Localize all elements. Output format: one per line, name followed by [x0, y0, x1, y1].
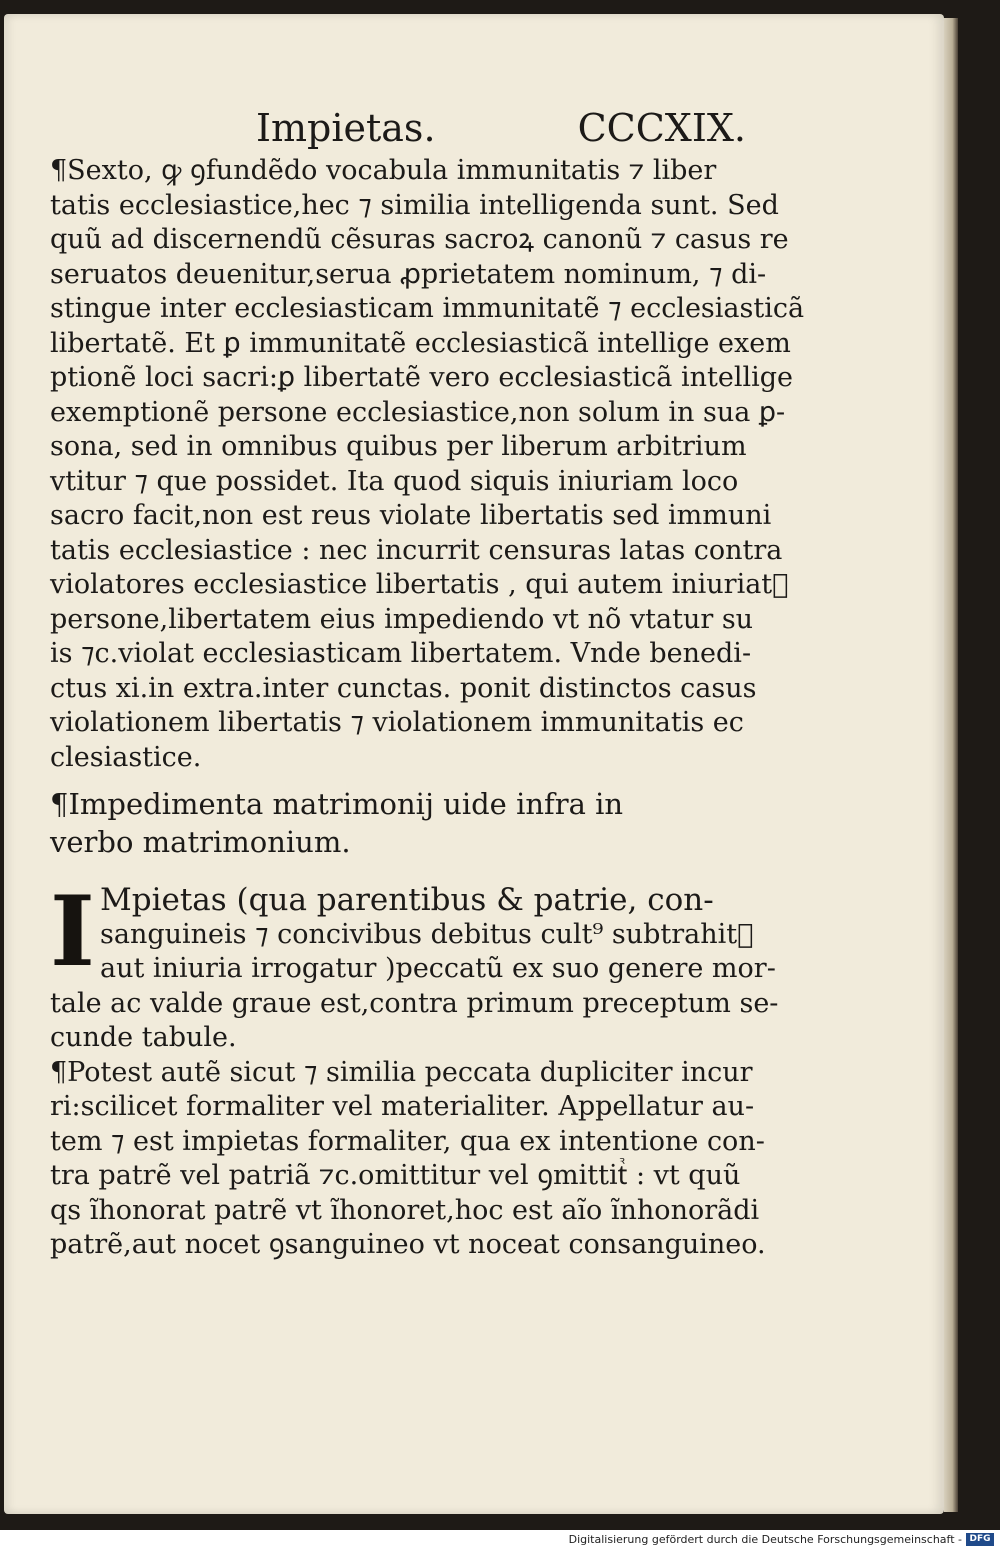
text-line: persone,libertatem eius impediendo vt nõ vtatur su — [50, 603, 754, 635]
text-line: qs ĩhonorat patrẽ vt ĩhonoret,hoc est aĩo ĩnhonorãdi — [50, 1194, 760, 1226]
digitization-footer — [0, 1530, 1000, 1549]
text-line: verbo matrimonium. — [50, 825, 351, 859]
folio-number: CCCXIX. — [577, 106, 746, 150]
dfg-logo[interactable]: DFG — [966, 1533, 994, 1546]
text-line: violationem libertatis ⁊ violationem immunitatis ec — [50, 707, 744, 738]
text-line: is ⁊c.violat ecclesiasticam libertatem. Vnde benedi- — [50, 638, 752, 669]
text-line: sona, sed in omnibus quibus per liberum arbitrium — [50, 431, 747, 462]
paragraph-potest — [50, 1056, 766, 1263]
text-line: tale ac valde graue est,contra primum preceptum se- — [50, 987, 779, 1019]
text-line: Mpietas (qua parentibus & patrie, con- — [100, 882, 714, 918]
text-line: vtitur ⁊ que possidet. Ita quod siquis iniuriam loco — [50, 465, 739, 497]
page-text — [50, 106, 805, 1263]
text-line: ptionẽ loci sacri:ꝑ libertatẽ vero ecclesiasticã intellige — [50, 362, 794, 393]
funding-credit: Digitalisierung gefördert durch die Deutsche Forschungsgemeinschaft - — [568, 1533, 962, 1546]
text-line: tra patrẽ vel patriã ⁊c.omittitur vel ꝯmittitᷣ : vt quũ — [50, 1160, 741, 1191]
text-line: seruatos deuenitur,serua ꝓprietatem nominum, ⁊ di- — [50, 258, 767, 290]
text-line: sacro facit,non est reus violate libertatis sed immuni — [50, 500, 772, 531]
text-line: tem ⁊ est impietas formaliter, qua ex intentione con- — [50, 1125, 765, 1157]
text-line: violatores ecclesiastice libertatis , qui autem iniuriatᷣ — [50, 569, 789, 600]
initial-letter: I — [50, 875, 95, 988]
text-line: ¶Impedimenta matrimonij uide infra in — [50, 787, 624, 821]
text-line: tatis ecclesiastice,hec ⁊ similia intelligenda sunt. Sed — [50, 189, 779, 221]
text-line: ctus xi.in extra.inter cunctas. ponit distinctos casus — [50, 672, 757, 704]
text-line: sanguineis ⁊ concivibus debitus cult⁹ subtrahitᷣ — [100, 918, 754, 950]
paragraph-impietas — [50, 875, 779, 1056]
text-line: stingue inter ecclesiasticam immunitatẽ ⁊ ecclesiasticã — [50, 293, 805, 324]
text-line: patrẽ,aut nocet ꝯsanguineo vt noceat consanguineo. — [50, 1229, 766, 1260]
running-title: Impietas. — [256, 106, 436, 150]
text-line: exemptionẽ persone ecclesiastice,non solum in sua ꝑ- — [50, 396, 786, 428]
impietas-lines — [50, 875, 779, 1056]
text-line: aut iniuria irrogatur )peccatũ ex suo genere mor- — [100, 953, 776, 984]
text-line: ¶Sexto, ꝙ ꝯfundẽdo vocabula immunitatis ⁊ liber — [50, 155, 717, 186]
text-line: tatis ecclesiastice : nec incurrit censuras latas contra — [50, 534, 783, 566]
text-line: ¶Potest autẽ sicut ⁊ similia peccata dupliciter incur — [50, 1056, 753, 1088]
paragraph-sexto — [50, 154, 805, 775]
text-line: quũ ad discernendũ cẽsuras sacroꝝ canonũ ⁊ casus re — [50, 224, 789, 255]
page-header — [256, 106, 746, 154]
text-line: clesiastice. — [50, 741, 202, 773]
text-line: ri:scilicet formaliter vel materialiter. Appellatur au- — [50, 1091, 755, 1122]
page-edge — [944, 18, 958, 1512]
text-line: libertatẽ. Et ꝑ immunitatẽ ecclesiasticã intellige exem — [50, 327, 791, 359]
paragraph-impedimenta — [50, 785, 750, 861]
text-line: cunde tabule. — [50, 1022, 237, 1053]
